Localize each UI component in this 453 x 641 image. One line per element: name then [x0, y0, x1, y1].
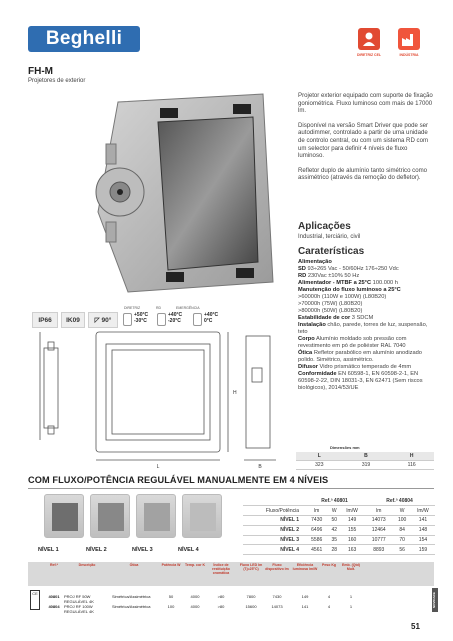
icon-caption: INDÚSTRIA [399, 53, 419, 57]
angle-icon: ◸ [94, 317, 100, 324]
temp-min: 0°C [204, 317, 213, 324]
spec-cell: >80 [217, 604, 225, 609]
dim-header: B [343, 452, 390, 461]
characteristic-value: >60000h (110W e 100W) (L80B20) [298, 294, 387, 300]
temp-range-2 [168, 313, 182, 324]
characteristic-line [298, 350, 435, 364]
characteristic-value: 93÷265 Vac - 50/60Hz 176÷250 Vdc [307, 266, 399, 272]
table-row [243, 535, 435, 545]
characteristic-value: Vidro prismático temperado de 4mm [319, 364, 412, 370]
characteristic-line [298, 308, 435, 315]
dim-value: 319 [343, 461, 390, 470]
description-paragraph: Disponível na versão Smart Driver que pode ser autodimmer, controlado a partir de uma unidade de controlo central, ou com um sistema RD com um selector para definir 4 níveis de fluxo luminoso. [298, 121, 429, 160]
characteristic-value: 100.000 h [372, 280, 398, 286]
characteristic-line [298, 294, 435, 301]
table-cell: 42 [328, 525, 340, 535]
characteristic-key: Conformidade [298, 371, 337, 377]
table-cell: 141 [411, 516, 435, 526]
icon-caption: DIRETRIZ CEL [356, 53, 382, 57]
ip-rating-badge: IP66 [32, 312, 58, 328]
blank-cell [243, 496, 305, 506]
level-4-image [182, 494, 222, 538]
spec-column-header: Fluxo LED lm (Tj=25°C) [239, 563, 263, 571]
applications-text: Industrial, terciário, civil [298, 234, 361, 240]
level-label: NÍVEL 3 [132, 547, 153, 553]
sub-header: lm [364, 506, 393, 516]
characteristic-value: 3 SDCM [351, 315, 374, 321]
spec-cell: PROJ RF 50W REGULÁVEL 4K [64, 594, 94, 604]
table-cell: 14073 [364, 516, 393, 526]
table-cell: 56 [393, 545, 411, 555]
levels-section-title: COM FLUXO/POTÊNCIA REGULÁVEL MANUALMENTE EM 4 NÍVEIS [28, 475, 329, 485]
description-paragraph: Refletor duplo de alumínio tanto simétrico como assimétrico (através da remoção do defletor). [298, 166, 428, 182]
characteristic-key: Corpo [298, 336, 315, 342]
temp-max: +40°C [168, 312, 183, 318]
table-cell: 50 [328, 516, 340, 526]
product-description [298, 92, 433, 189]
dim-label-L: L [156, 464, 160, 470]
characteristic-value: Alumínio moldado sob pressão com revestimento em pó de poliéster RAL 7040 [298, 336, 407, 349]
spec-cell: 1 [349, 594, 353, 599]
table-cell: 6496 [305, 525, 328, 535]
temp-min: -30°C [134, 317, 147, 324]
dim-value: 323 [296, 461, 343, 470]
spec-cell: 15600 [245, 604, 257, 609]
level-1-image [44, 494, 84, 538]
table-cell: 8893 [364, 545, 393, 555]
thermometer-icon [157, 313, 166, 326]
characteristic-line [298, 364, 435, 371]
table-cell: 84 [393, 525, 411, 535]
table-cell: 155 [340, 525, 364, 535]
characteristic-line [298, 315, 435, 322]
spec-cell: 4000 [190, 594, 200, 599]
characteristic-line [298, 301, 435, 308]
table-row [243, 525, 435, 535]
dim-header: H [389, 452, 434, 461]
table-cell: 160 [340, 535, 364, 545]
table-row [243, 545, 435, 555]
spec-cell: 7430 [272, 594, 282, 599]
spec-column-header: Descrição [78, 563, 96, 567]
sub-header: W [393, 506, 411, 516]
level-label: NÍVEL 2 [86, 547, 107, 553]
group-header: Ref.ª 40804 [364, 496, 435, 506]
characteristic-line [298, 259, 435, 266]
sub-header: lm/W [411, 506, 435, 516]
characteristic-value: EN 60598-1, EN 60598-2-1, EN 60598-2-22, DIN 18031-3, EN 62471 (Sem riscos biológicos), 2014/53/UE [298, 371, 423, 391]
level-label: NÍVEL 4 [178, 547, 199, 553]
temp-caption: EMERGÊNCIA [176, 306, 200, 310]
dim-header: L [296, 452, 343, 461]
spec-column-header: Ref.ª [50, 563, 58, 567]
table-cell: 35 [328, 535, 340, 545]
spec-column-header: Índice de restituição cromática [212, 563, 230, 575]
technical-drawing [36, 328, 296, 470]
spec-column-header: Fluxo dispositivo lm [265, 563, 289, 571]
product-subtitle: Projetores de exterior [28, 78, 86, 84]
characteristic-value: >70000h (75W) (L80B20) [298, 301, 363, 307]
characteristic-line [298, 273, 435, 280]
level-row-label: NÍVEL 2 [243, 525, 305, 535]
characteristic-value: >80000h (50W) (L80B20) [298, 308, 363, 314]
dim-label-B: B [258, 464, 262, 470]
sub-header: W [328, 506, 340, 516]
group-header: Ref.ª 40801 [305, 496, 364, 506]
product-title: FH-M [28, 66, 53, 77]
brand-logo [28, 26, 140, 52]
characteristic-key: SD [298, 266, 306, 272]
characteristics-list [298, 259, 435, 392]
ce-mark-icon: CE [30, 590, 40, 610]
sub-header: lm [305, 506, 328, 516]
level-label: NÍVEL 1 [38, 547, 59, 553]
section-divider [28, 488, 434, 489]
applications-heading: Aplicações [298, 221, 351, 232]
characteristic-line [298, 371, 435, 392]
spec-cell: 40801 [48, 594, 60, 599]
spec-cell: 1 [349, 604, 353, 609]
spec-cell: 14073 [271, 604, 283, 609]
levels-table [243, 496, 435, 555]
levels-table-body [243, 516, 435, 555]
temp-caption: RD [156, 306, 162, 310]
characteristic-key: Instalação [298, 322, 326, 328]
dimensions-table [296, 452, 434, 470]
table-cell: 4561 [305, 545, 328, 555]
characteristic-value: chão, parede, torres de luz, suspensão, teto [298, 322, 428, 335]
dim-label-H: H [233, 390, 237, 396]
characteristic-key: Estabilidade de cor [298, 315, 351, 321]
characteristics-heading: Caraterísticas [298, 246, 365, 257]
spec-cell: 149 [301, 594, 309, 599]
floodlight-product-image [78, 92, 278, 297]
ik-rating-badge: IK09 [61, 312, 85, 328]
description-paragraph: Projetor exterior equipado com suporte de fixação goniométrica. Fluxo luminoso com mais de 17000 lm. [298, 92, 433, 115]
spec-cell: 4 [327, 594, 331, 599]
dim-value: 116 [389, 461, 434, 470]
table-cell: 154 [411, 535, 435, 545]
temp-min: -20°C [168, 317, 181, 324]
worker-icon [358, 28, 380, 50]
spec-cell: Simétrica/Assimétrica [112, 604, 151, 609]
characteristic-key: Manutenção do fluxo luminoso a 25°C [298, 287, 401, 293]
characteristic-key: Difusor [298, 364, 318, 370]
table-cell: 148 [411, 525, 435, 535]
spec-cell: 4 [327, 604, 331, 609]
temp-max: +50°C [134, 312, 149, 318]
spec-cell: Simétrica/Assimétrica [112, 594, 151, 599]
temp-caption: DIRETRIZ [124, 306, 141, 310]
table-cell: 7430 [305, 516, 328, 526]
level-row-label: NÍVEL 1 [243, 516, 305, 526]
spec-cell: 40804 [48, 604, 60, 609]
table-cell: 12464 [364, 525, 393, 535]
temp-range-1 [134, 313, 148, 324]
dimensions-title: Dimensões mm [330, 445, 360, 450]
characteristic-key: Alimentador - MTBF a 25°C [298, 280, 372, 286]
temp-max: +40°C [204, 312, 219, 318]
thermometer-icon [123, 313, 132, 326]
spec-cell: 7800 [246, 594, 256, 599]
spec-column-header: Eficiência luminosa lm/W [292, 563, 318, 571]
table-row [243, 516, 435, 526]
spec-cell: >80 [217, 594, 225, 599]
page-number: 51 [411, 622, 420, 631]
logo-text: Beghelli [45, 28, 123, 49]
spec-cell: 50 [168, 594, 174, 599]
new-product-tag [432, 588, 438, 612]
characteristic-line [298, 266, 435, 273]
characteristic-value: 230Vac ±10% 50 Hz [307, 273, 360, 279]
characteristic-line [298, 336, 435, 350]
spec-column-header: Temp. cor K [185, 563, 205, 567]
characteristic-value: Refletor parabólico em alumínio anodizado polido. Simétrico, assimétrico. [298, 350, 422, 363]
spec-cell: 100 [167, 604, 175, 609]
angle-badge [88, 312, 118, 328]
spec-cell: 4000 [190, 604, 200, 609]
level-2-image [90, 494, 130, 538]
table-cell: 149 [340, 516, 364, 526]
row-header: Fluxo/Potência [243, 506, 305, 516]
side-label: NOVIDADE [432, 592, 436, 608]
spec-column-header: Ótica [129, 563, 139, 567]
level-row-label: NÍVEL 3 [243, 535, 305, 545]
table-cell: 10777 [364, 535, 393, 545]
spec-column-header: Peso Kg [321, 563, 336, 567]
thermometer-icon [193, 313, 202, 326]
characteristic-line [298, 287, 435, 294]
angle-value: 90° [101, 316, 112, 324]
factory-icon [398, 28, 420, 50]
sub-header: lm/W [340, 506, 364, 516]
level-row-label: NÍVEL 4 [243, 545, 305, 555]
characteristic-line [298, 280, 435, 287]
table-cell: 5586 [305, 535, 328, 545]
spec-cell: 141 [301, 604, 309, 609]
level-3-image [136, 494, 176, 538]
temp-range-3 [204, 313, 218, 324]
table-cell: 163 [340, 545, 364, 555]
characteristic-key: RD [298, 273, 307, 279]
table-cell: 100 [393, 516, 411, 526]
characteristic-key: Ótica [298, 350, 313, 356]
table-cell: 28 [328, 545, 340, 555]
spec-column-header: Potência W [161, 563, 181, 567]
table-cell: 70 [393, 535, 411, 545]
characteristic-line [298, 322, 435, 336]
spec-column-header: Emb. (Qtd) Mult. [342, 563, 360, 571]
table-cell: 159 [411, 545, 435, 555]
characteristic-key: Alimentação [298, 259, 332, 265]
spec-cell: PROJ RF 100W REGULÁVEL 4K [64, 604, 94, 614]
